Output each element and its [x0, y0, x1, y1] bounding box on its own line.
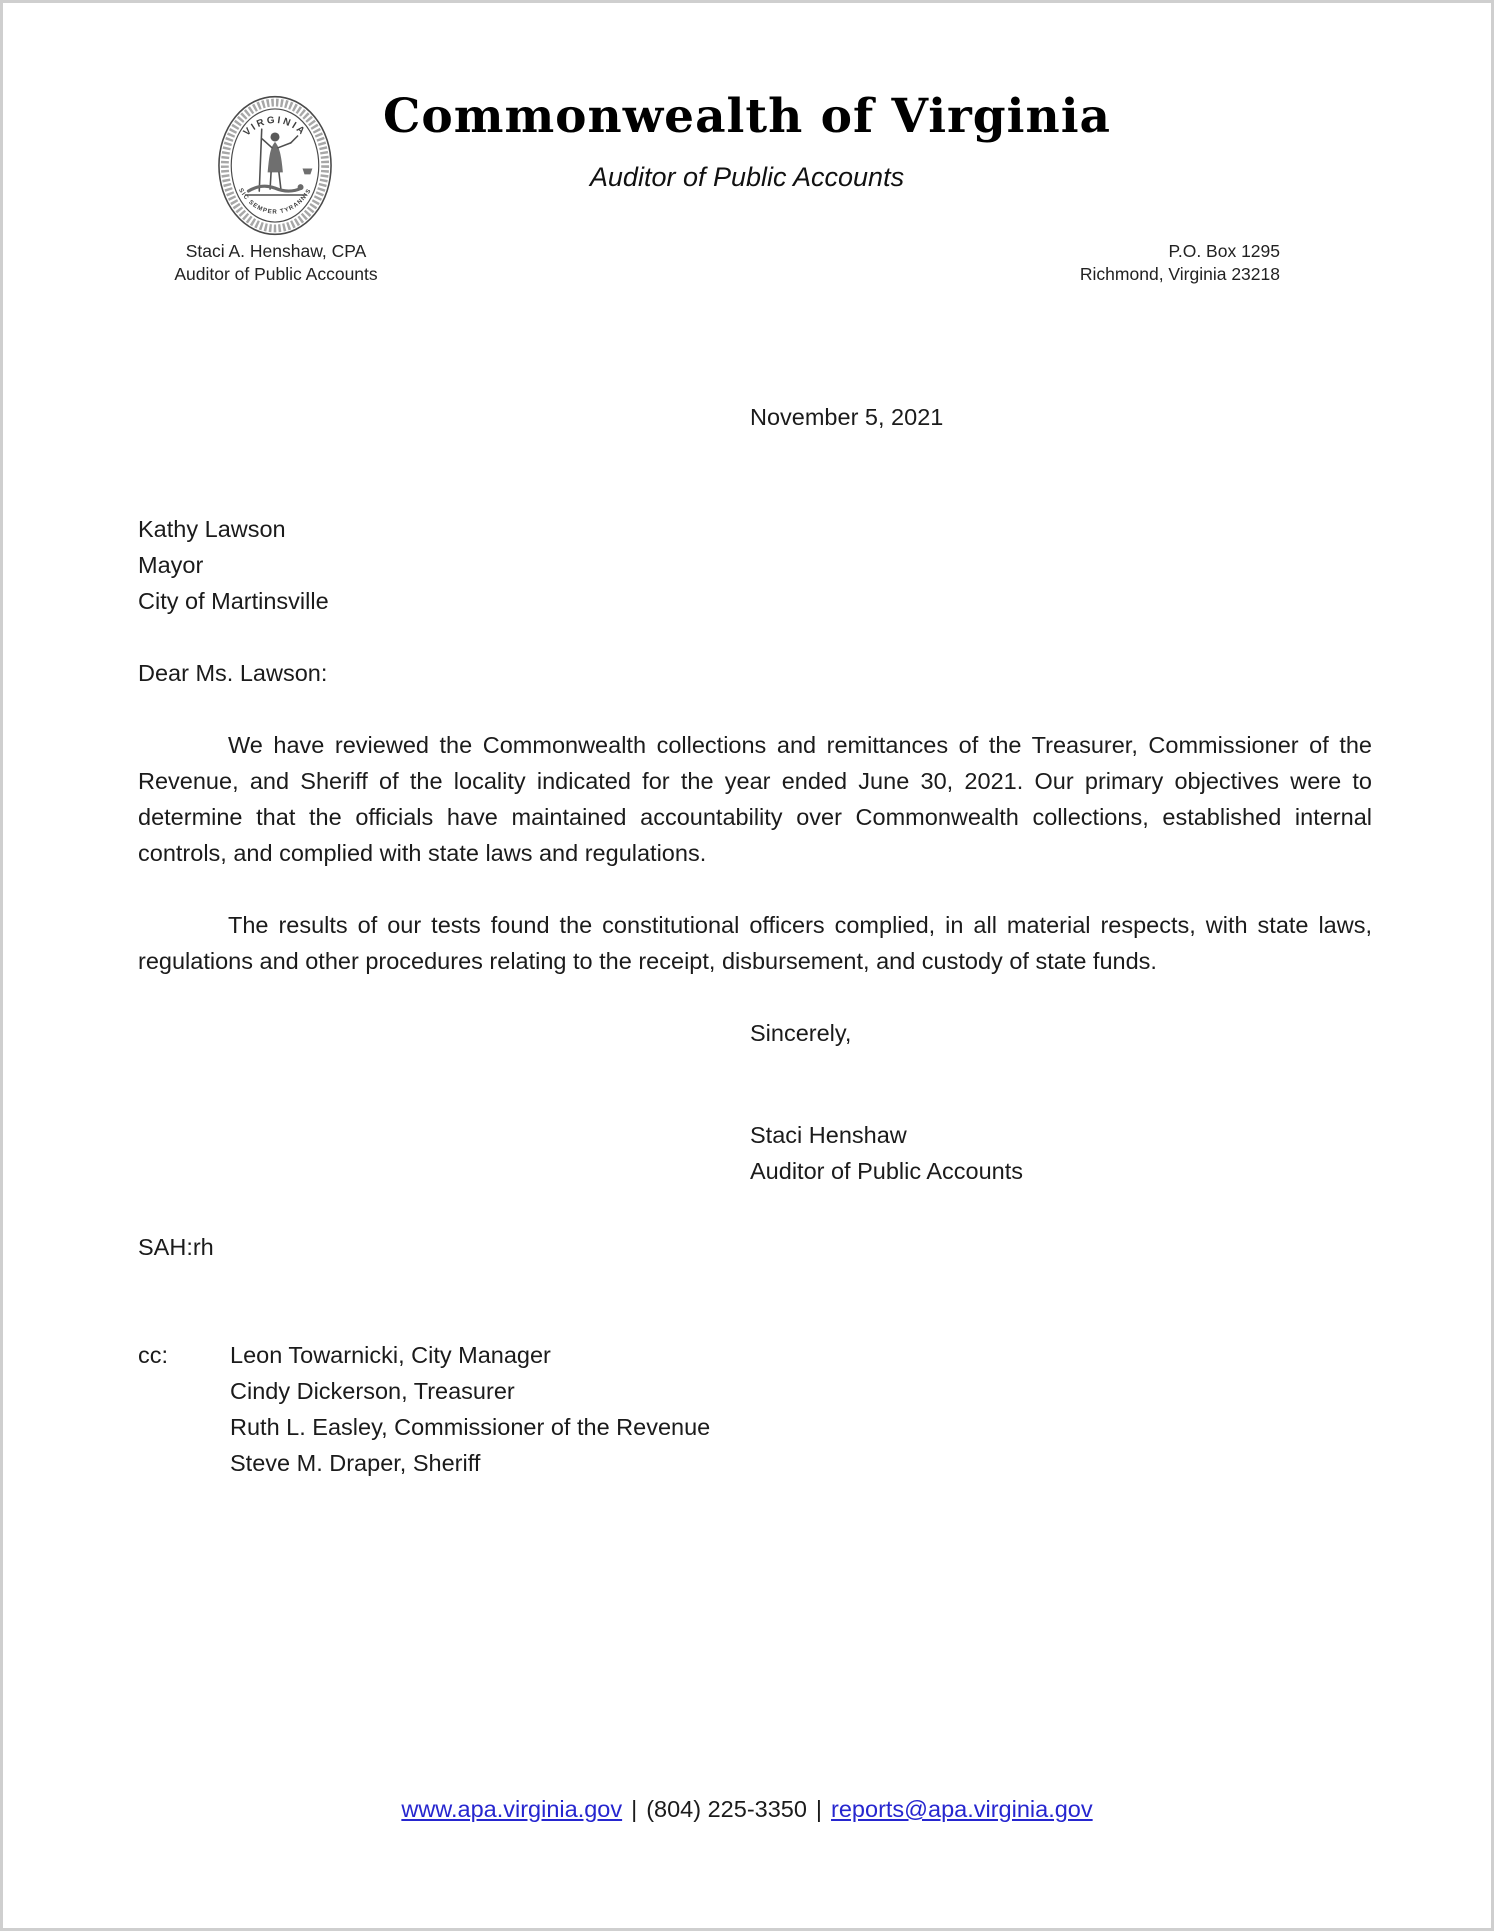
seal-motto-text: SIC SEMPER TYRANNIS: [237, 187, 313, 216]
cc-item: Ruth L. Easley, Commissioner of the Revenue: [230, 1414, 711, 1440]
footer-separator: |: [815, 1796, 823, 1822]
letter-body: [3, 399, 1491, 1481]
recipient-block: [138, 511, 1372, 619]
official-name: Staci A. Henshaw, CPA: [185, 241, 367, 261]
official-credit: [166, 240, 386, 286]
salutation: Dear Ms. Lawson:: [138, 660, 328, 686]
signature-name: Staci Henshaw: [750, 1122, 907, 1148]
letter-date: November 5, 2021: [750, 404, 944, 430]
recipient-name: Kathy Lawson: [138, 516, 286, 542]
paragraph-1: We have reviewed the Commonwealth collections and remittances of the Treasurer, Commissioner of the Revenue, and Sheriff of the locality indicated for the year ended June 30, 2021. Our primary objectives were to determine that the officials have maintained accountability over Commonwealth collections, established internal controls, and complied with state laws and regulations.: [138, 732, 1372, 866]
page-title: Commonwealth of Virginia: [382, 89, 1112, 144]
phone-number: (804) 225-3350: [646, 1796, 807, 1822]
email-link[interactable]: reports@apa.virginia.gov: [831, 1796, 1093, 1822]
office-address: [960, 240, 1280, 286]
closing: Sincerely,: [750, 1020, 852, 1046]
page-subtitle: Auditor of Public Accounts: [589, 162, 905, 192]
official-title: Auditor of Public Accounts: [174, 264, 378, 284]
cc-label: cc:: [138, 1342, 169, 1368]
address-line-2: Richmond, Virginia 23218: [1079, 264, 1280, 284]
cc-item: Leon Towarnicki, City Manager: [230, 1342, 551, 1368]
reference-initials: SAH:rh: [138, 1234, 214, 1260]
cc-list: [230, 1337, 1372, 1481]
cc-block: [138, 1337, 1372, 1481]
letterhead: [3, 3, 1491, 303]
footer-separator: |: [631, 1796, 638, 1822]
cc-item: Steve M. Draper, Sheriff: [230, 1450, 481, 1476]
address-line-1: P.O. Box 1295: [1168, 241, 1280, 261]
signature-block: [750, 1117, 1372, 1189]
website-link[interactable]: www.apa.virginia.gov: [401, 1796, 623, 1822]
cc-item: Cindy Dickerson, Treasurer: [230, 1378, 515, 1404]
page-footer: [3, 1791, 1491, 1827]
signature-title: Auditor of Public Accounts: [750, 1158, 1024, 1184]
seal-top-text: VIRGINIA: [241, 114, 309, 139]
paragraph-2: The results of our tests found the constitutional officers complied, in all material respects, with state laws, regulations and other procedures relating to the receipt, disbursement, and custody of state funds.: [138, 912, 1372, 974]
virginia-state-seal-icon: [216, 93, 334, 238]
recipient-organization: City of Martinsville: [138, 588, 329, 614]
recipient-title: Mayor: [138, 552, 204, 578]
